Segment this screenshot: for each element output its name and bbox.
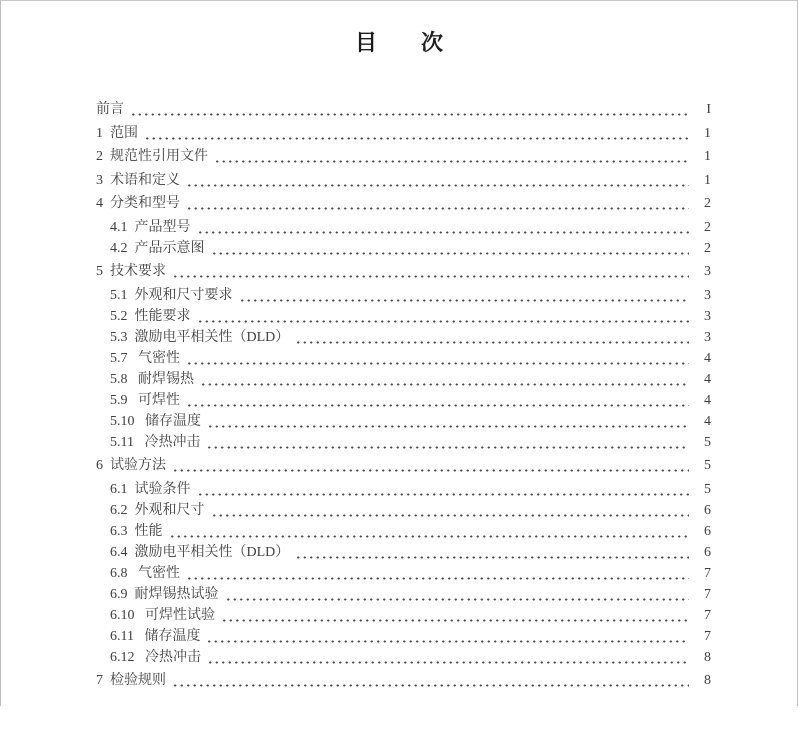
toc-entry-label: 6.11 储存温度 (110, 628, 201, 644)
toc-page-number: 3 (704, 287, 711, 303)
toc-entry-label: 6.2 外观和尺寸 (110, 502, 205, 518)
dot-leader (197, 306, 690, 327)
toc-row (96, 605, 711, 626)
toc-page-number: 3 (704, 264, 711, 279)
toc-entry-label: 3 术语和定义 (96, 172, 180, 188)
dot-leader (200, 369, 689, 390)
toc-row (96, 563, 711, 584)
toc-row (96, 146, 711, 167)
dot-leader (207, 647, 689, 668)
toc-entry-label: 7 检验规则 (96, 673, 166, 688)
toc-row (96, 306, 711, 327)
document-page (1, 26, 797, 731)
toc-entry-label: 4.2 产品示意图 (110, 240, 205, 256)
dot-leader (172, 455, 689, 476)
toc-page-number: 7 (704, 565, 711, 581)
dot-leader (197, 479, 690, 500)
toc-page-number: 7 (704, 628, 711, 644)
dot-leader (172, 670, 689, 691)
toc-page-number: 6 (704, 523, 711, 539)
dot-leader (211, 238, 690, 259)
toc-page-number: 5 (704, 481, 711, 497)
dot-leader (186, 563, 689, 584)
toc-entry-label: 6.4 激励电平相关性（DLD） (110, 544, 290, 560)
toc-row (96, 348, 711, 369)
toc-page-number: 4 (704, 413, 711, 429)
toc-page-number: 8 (704, 649, 711, 665)
toc-row (96, 285, 711, 306)
toc-row (96, 193, 711, 214)
toc-page-number: 4 (704, 371, 711, 387)
toc-row (96, 217, 711, 238)
toc-entry-label: 6.1 试验条件 (110, 481, 191, 497)
toc-entry-label: 5.11 冷热冲击 (110, 434, 201, 450)
dot-leader (186, 348, 689, 369)
toc-row (96, 411, 711, 432)
toc-page-number: 6 (704, 544, 711, 560)
toc-row (96, 369, 711, 390)
toc-page-number: 2 (704, 240, 711, 256)
dot-leader (186, 193, 689, 214)
dot-leader (295, 542, 689, 563)
dot-leader (144, 123, 689, 144)
toc-page-number: 1 (704, 172, 711, 188)
toc-page-number: 3 (704, 308, 711, 324)
toc-page-number: 1 (704, 149, 711, 164)
toc-entry-label: 4.1 产品型号 (110, 219, 191, 235)
toc-row (96, 542, 711, 563)
toc-page-number: 3 (704, 329, 711, 345)
dot-leader (295, 327, 689, 348)
toc-entry-label: 5 技术要求 (96, 264, 166, 279)
toc-page-number: 4 (704, 392, 711, 408)
toc-page-number: I (706, 102, 711, 117)
dot-leader (172, 261, 689, 282)
toc-row (96, 647, 711, 668)
toc-entry-label: 6.3 性能 (110, 523, 163, 539)
toc-entry-label: 6.10 可焊性试验 (110, 607, 215, 623)
toc-row (96, 261, 711, 282)
toc-row (96, 479, 711, 500)
toc-row (96, 626, 711, 647)
toc-row (96, 390, 711, 411)
toc-entry-label: 6.12 冷热冲击 (110, 649, 201, 665)
dot-leader (225, 584, 690, 605)
dot-leader (186, 170, 689, 191)
dot-leader (221, 605, 689, 626)
toc-entry-label: 6.8 气密性 (110, 565, 180, 581)
toc-row (96, 432, 711, 453)
toc-entry-label: 5.9 可焊性 (110, 392, 180, 408)
toc-page-number: 6 (704, 502, 711, 518)
toc-row (96, 170, 711, 191)
toc-page-number: 7 (704, 586, 711, 602)
toc-entry-label: 5.1 外观和尺寸要求 (110, 287, 233, 303)
page-title: 目 次 (354, 30, 443, 55)
toc-page-number: 8 (704, 673, 711, 688)
toc-entry-label: 5.10 储存温度 (110, 413, 201, 429)
toc-entry-label: 6 试验方法 (96, 458, 166, 473)
dot-leader (206, 626, 689, 647)
dot-leader (130, 99, 689, 120)
toc-entry-label: 5.3 激励电平相关性（DLD） (110, 329, 290, 345)
dot-leader (211, 500, 690, 521)
dot-leader (207, 411, 689, 432)
dot-leader (197, 217, 690, 238)
toc-row (96, 584, 711, 605)
toc-row (96, 99, 711, 120)
toc-page-number: 7 (704, 607, 711, 623)
dot-leader (169, 521, 690, 542)
dot-leader (239, 285, 690, 306)
table-of-contents (96, 99, 711, 691)
toc-row (96, 327, 711, 348)
toc-page-number: 2 (704, 219, 711, 235)
toc-row (96, 123, 711, 144)
toc-entry-label: 5.2 性能要求 (110, 308, 191, 324)
toc-row (96, 238, 711, 259)
toc-entry-label: 1 范围 (96, 125, 138, 141)
dot-leader (214, 146, 689, 167)
toc-page-number: 1 (704, 125, 711, 141)
toc-row (96, 670, 711, 691)
toc-entry-label: 5.7 气密性 (110, 350, 180, 366)
dot-leader (186, 390, 689, 411)
toc-row (96, 521, 711, 542)
toc-row (96, 455, 711, 476)
toc-page-number: 4 (704, 350, 711, 366)
dot-leader (206, 432, 689, 453)
toc-row (96, 500, 711, 521)
toc-page-number: 5 (704, 458, 711, 473)
toc-entry-label: 2 规范性引用文件 (96, 149, 208, 164)
toc-entry-label: 5.8 耐焊锡热 (110, 371, 194, 387)
toc-entry-label: 前言 (96, 102, 124, 117)
toc-page-number: 2 (704, 196, 711, 211)
toc-page-number: 5 (704, 434, 711, 450)
toc-entry-label: 4 分类和型号 (96, 196, 180, 211)
toc-entry-label: 6.9 耐焊锡热试验 (110, 586, 219, 602)
